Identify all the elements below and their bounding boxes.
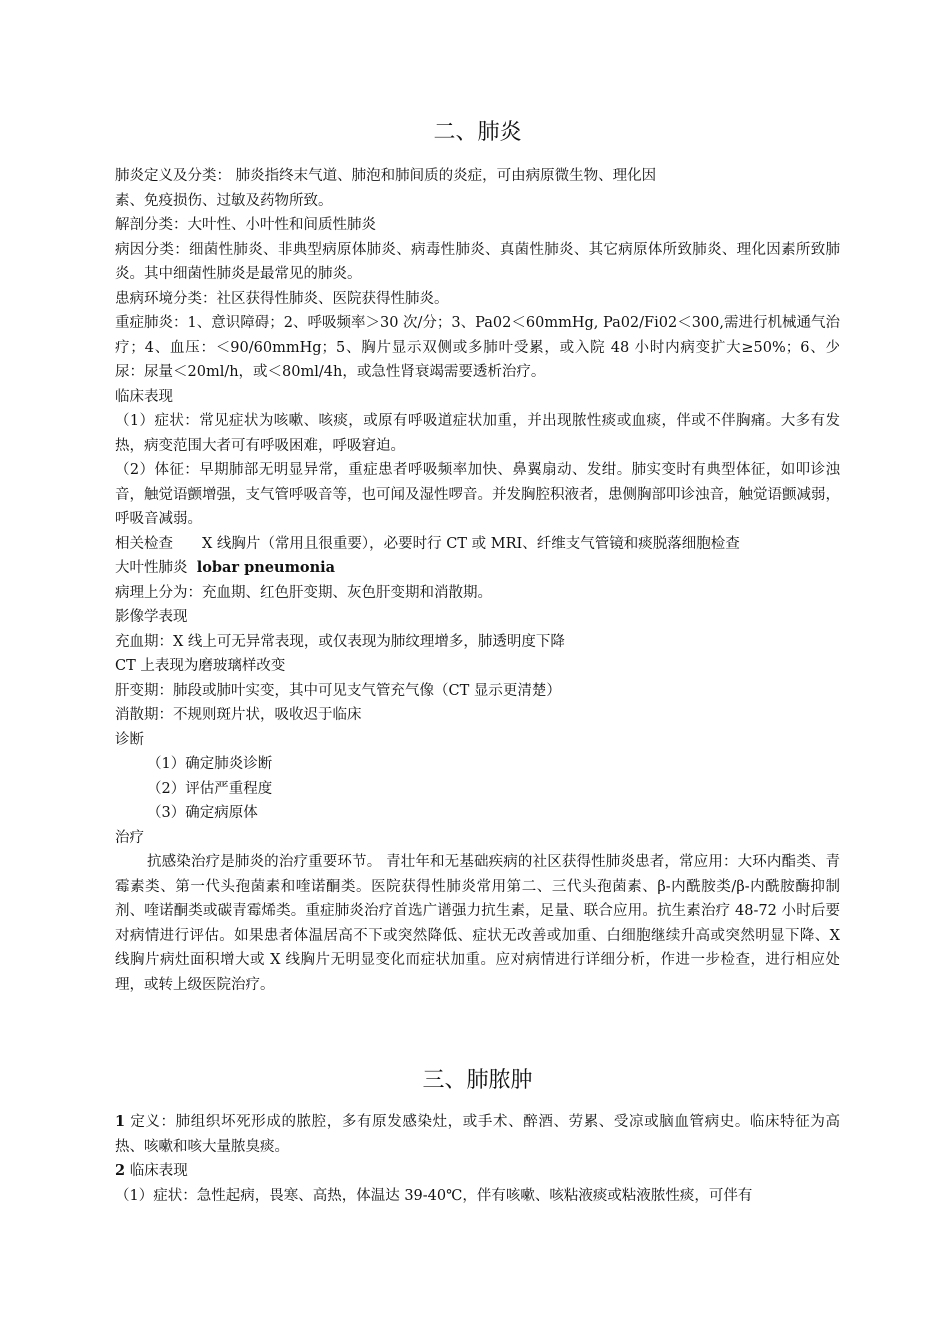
congestion-stage: 充血期：X 线上可无异常表现，或仅表现为肺纹理增多，肺透明度下降	[115, 633, 565, 650]
pathology-stages: 病理上分为：充血期、红色肝变期、灰色肝变期和消散期。	[115, 584, 492, 601]
related-exams: 相关检查 X 线胸片（常用且很重要），必要时行 CT 或 MRI、纤维支气管镜和痰脱落细胞检查	[115, 535, 740, 552]
lobar-english: lobar pneumonia	[196, 559, 336, 576]
abscess-clinical-heading	[115, 1159, 840, 1184]
section-body-lung-abscess	[115, 1110, 840, 1208]
clinical-heading: 临床表现	[115, 388, 173, 405]
section-title-pneumonia: 二、肺炎	[433, 120, 522, 145]
diagnosis-heading: 诊断	[115, 731, 144, 748]
etiologic-classification: 病因分类：细菌性肺炎、非典型病原体肺炎、病毒性肺炎、真菌性肺炎、其它病原体所致肺炎、理化因素所致肺炎。其中细菌性肺炎是最常见的肺炎。	[115, 241, 840, 282]
definition-line-2: 素、免疫损伤、过敏及药物所致。	[115, 192, 333, 209]
anatomic-classification: 解剖分类：大叶性、小叶性和间质性肺炎	[115, 217, 376, 233]
resolution-stage: 消散期：不规则斑片状，吸收迟于临床	[115, 707, 362, 723]
treatment-paragraph: 抗感染治疗是肺炎的治疗重要环节。 青壮年和无基础疾病的社区获得性肺炎患者，常应用：大环内酯类、青霉素类、第一代头孢菌素和喹诺酮类。医院获得性肺炎常用第二、三代头孢菌素、β-内酰胺类/β-内酰胺酶抑制剂、喹诺酮类或碳青霉烯类。重症肺炎治疗首选广谱强力抗生素，足量、联合应用。抗生素治疗 48-72 小时后要对病情进行评估。如果患者体温居高不下或突然降低、症状无改善或加重、白细胞继续升高或突然明显下降、X 线胸片病灶面积增大或 X 线胸片无明显变化而症状加重。应对病情进行详细分析，作进一步检查，进行相应处理，或转上级医院治疗。	[115, 854, 840, 993]
section-title-lung-abscess: 三、肺脓肿	[422, 1068, 533, 1093]
imaging-heading: 影像学表现	[115, 609, 188, 625]
clinical-number: 2	[115, 1162, 126, 1179]
severe-pneumonia-criteria: 重症肺炎：1、意识障碍；2、呼吸频率＞30 次/分；3、Pa02＜60mmHg, Pa02/Fi02＜300,需进行机械通气治疗；4、血压：＜90/60mmHg；5、胸片显示双侧或多肺叶受累，或入院 48 小时内病变扩大≥50%；6、少尿：尿量＜20ml/h，或＜80ml/4h，或急性肾衰竭需要透析治疗。	[115, 315, 840, 380]
abscess-definition	[115, 1110, 840, 1159]
diagnosis-step-1: （1）确定肺炎诊断	[147, 756, 273, 772]
lobar-label: 大叶性肺炎	[115, 560, 188, 576]
definition-text: 定义：肺组织坏死形成的脓腔，多有原发感染灶，或手术、醉酒、劳累、受凉或脑血管病史。临床特征为高热、咳嗽和咳大量脓臭痰。	[115, 1114, 840, 1155]
hepatization-stage: 肝变期：肺段或肺叶实变，其中可见支气管充气像（CT 显示更清楚）	[115, 682, 561, 699]
symptoms-paragraph: （1）症状：常见症状为咳嗽、咳痰，或原有呼吸道症状加重，并出现脓性痰或血痰，伴或不伴胸痛。大多有发热，病变范围大者可有呼吸困难，呼吸窘迫。	[115, 413, 840, 454]
ct-finding: CT 上表现为磨玻璃样改变	[115, 658, 286, 674]
definition-number: 1	[115, 1113, 126, 1130]
diagnosis-step-3: （3）确定病原体	[147, 805, 258, 821]
environment-classification: 患病环境分类：社区获得性肺炎、医院获得性肺炎。	[115, 290, 449, 307]
diagnosis-step-2: （2）评估严重程度	[147, 780, 273, 797]
signs-paragraph: （2）体征：早期肺部无明显异常，重症患者呼吸频率加快、鼻翼扇动、发绀。肺实变时有典型体征，如叩诊浊音，触觉语颤增强，支气管呼吸音等，也可闻及湿性啰音。并发胸腔积液者，患侧胸部叩诊浊音，触觉语颤减弱，呼吸音减弱。	[115, 462, 840, 527]
lobar-pneumonia-heading	[115, 556, 840, 581]
treatment-heading: 治疗	[115, 829, 144, 846]
abscess-symptoms: （1）症状：急性起病，畏寒、高热，体温达 39-40℃，伴有咳嗽、咳粘液痰或粘液脓性痰，可伴有	[115, 1187, 753, 1204]
definition-line-1: 肺炎定义及分类： 肺炎指终末气道、肺泡和肺间质的炎症，可由病原微生物、理化因	[115, 168, 657, 184]
clinical-text: 临床表现	[125, 1163, 188, 1179]
section-body-pneumonia	[115, 164, 840, 997]
